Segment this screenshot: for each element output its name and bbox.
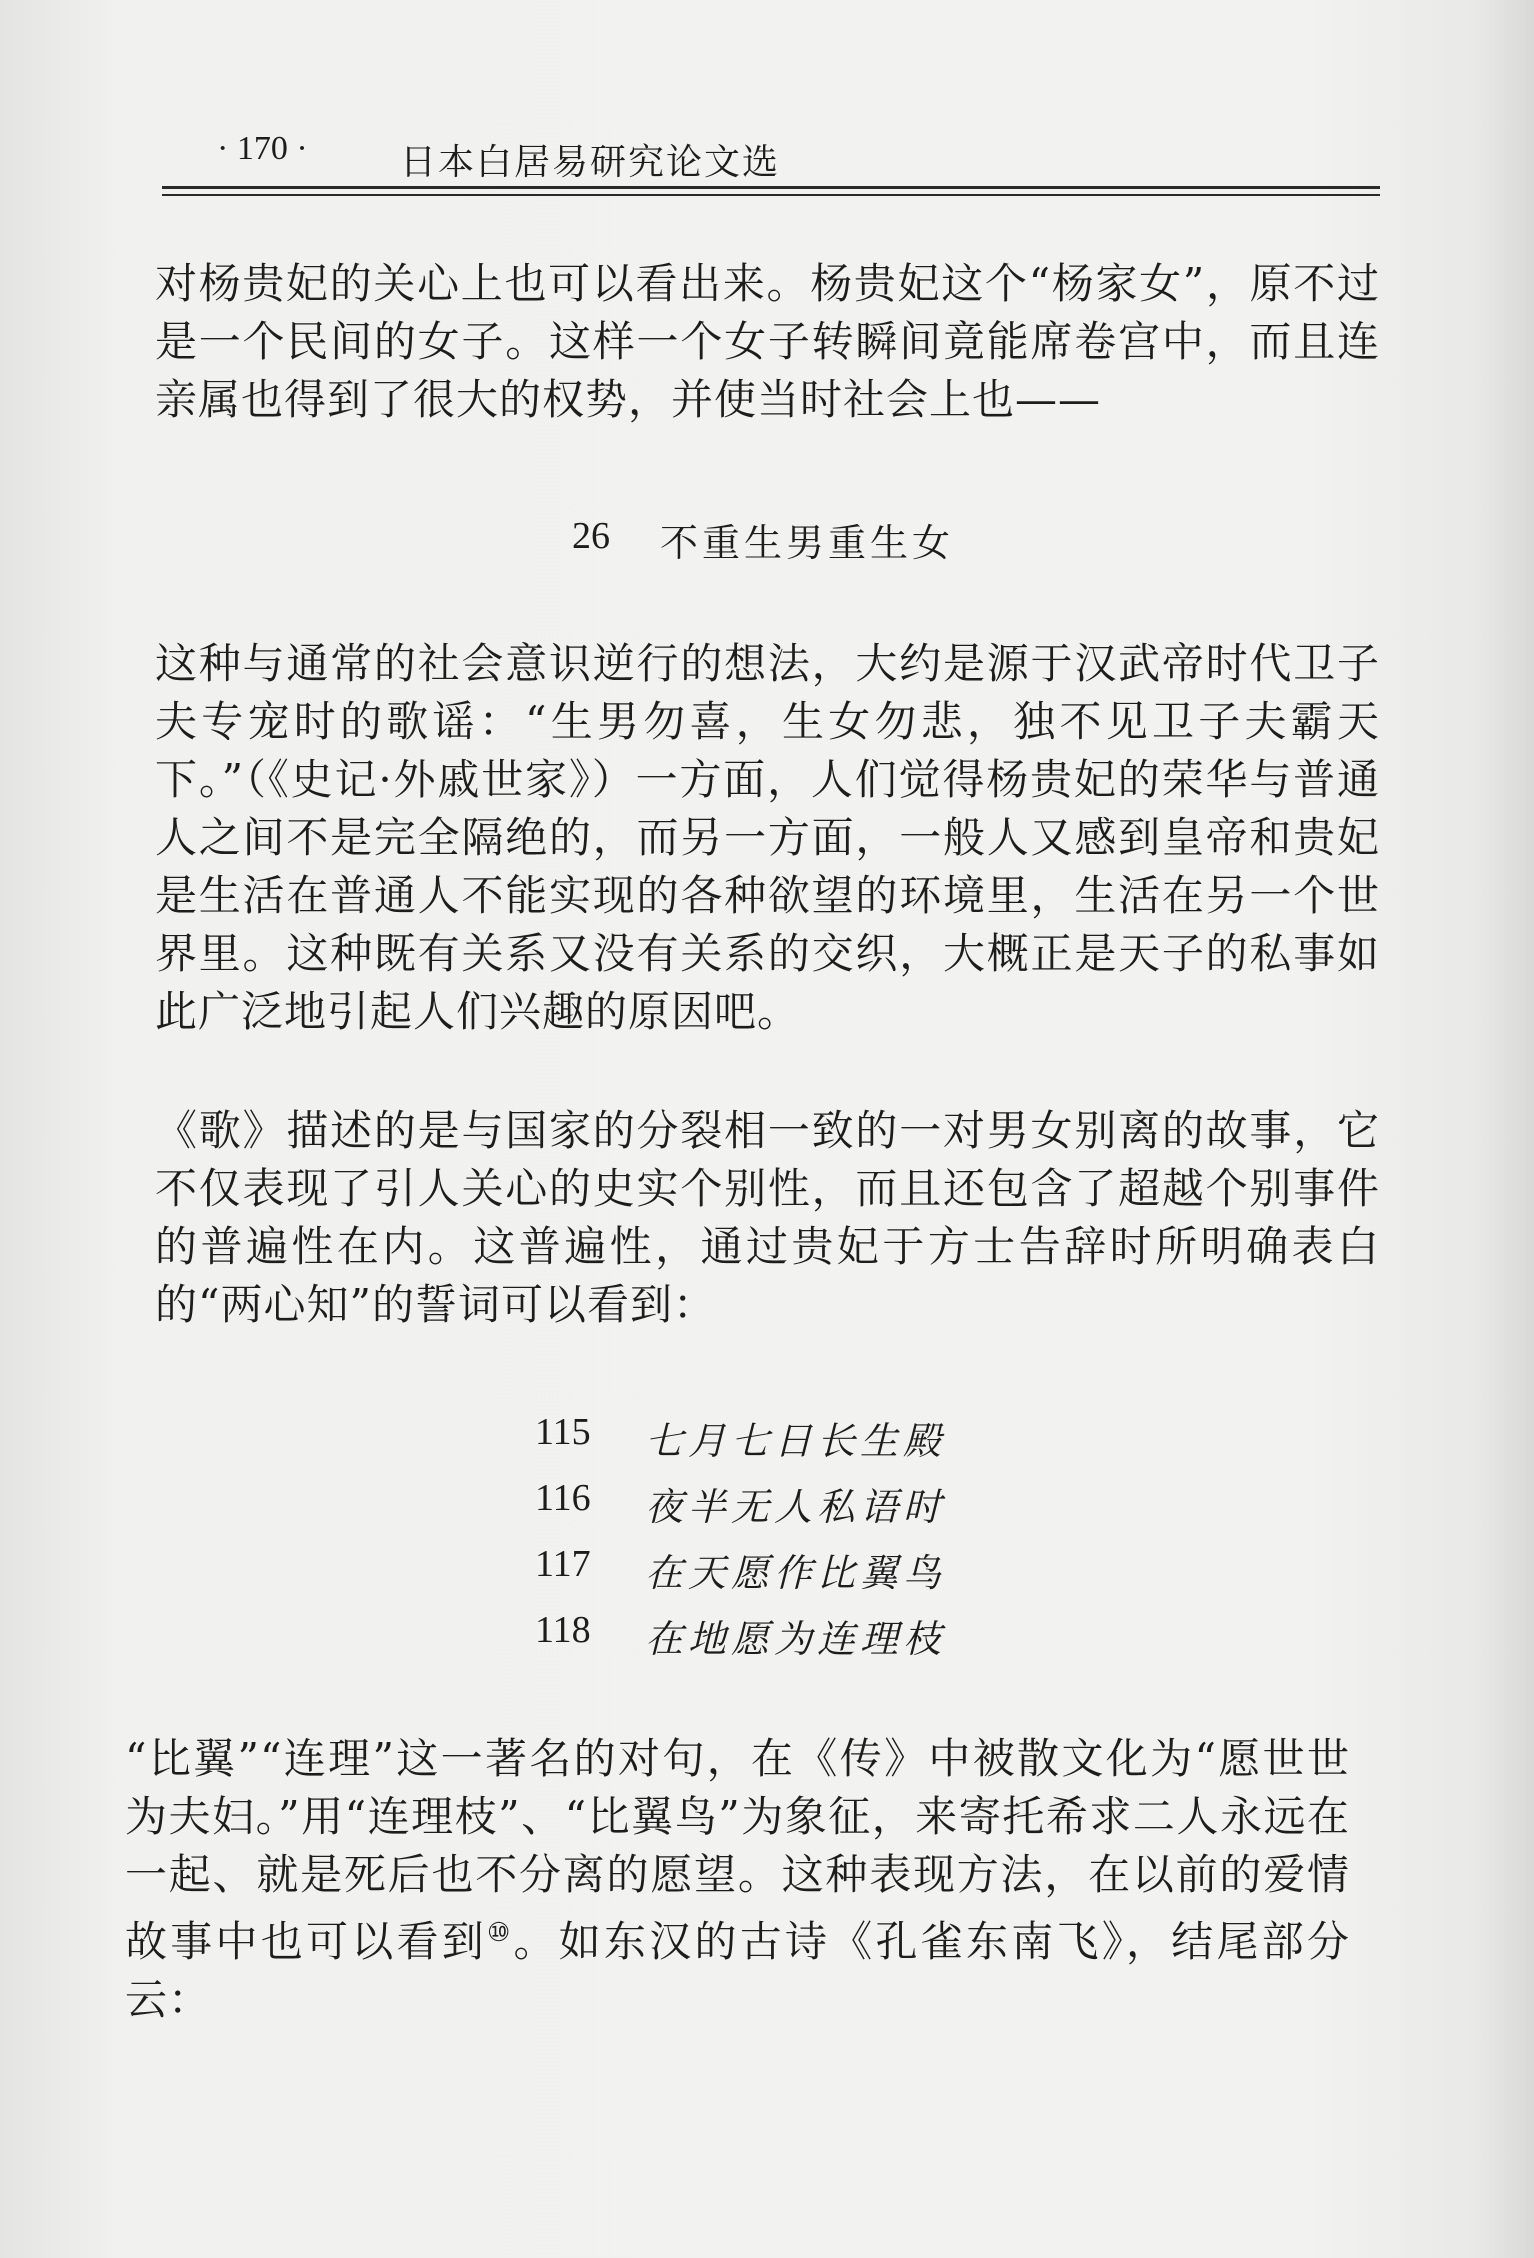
paragraph-3: 《歌》描述的是与国家的分裂相一致的一对男女别离的故事，它不仅表现了引人关心的史实个别性，而且还包含了超越个别事件的普遍性在内。这普遍性，通过贵妃于方士告辞时所明确表白的“两心知”的誓词可以看到：: [155, 1106, 1380, 1329]
verse-block: [0, 1410, 1534, 1674]
verse-number: 116: [535, 1477, 591, 1519]
verse-text: 七月七日长生殿: [645, 1419, 947, 1463]
quoted-line-number: 26: [572, 515, 610, 557]
verse-line: [0, 1608, 1534, 1674]
verse-number: 115: [535, 1411, 591, 1453]
quoted-line-text: 不重生男重生女: [660, 521, 955, 565]
page-edge-shadow: [1474, 0, 1534, 2258]
paragraph-2: 这种与通常的社会意识逆行的想法，大约是源于汉武帝时代卫子夫专宠时的歌谣：“生男勿喜，生女勿悲，独不见卫子夫霸天下。”（《史记·外戚世家》）一方面，人们觉得杨贵妃的荣华与普通人之间不是完全隔绝的，而另一方面，一般人又感到皇帝和贵妃是生活在普通人不能实现的各种欲望的环境里，生活在另一个世界里。这种既有关系又没有关系的交织，大概正是天子的私事如此广泛地引起人们兴趣的原因吧。: [155, 639, 1380, 1036]
verse-text: 在天愿作比翼鸟: [645, 1551, 947, 1595]
verse-number: 118: [535, 1609, 591, 1651]
running-title: 日本白居易研究论文选: [400, 142, 781, 183]
verse-text: 在地愿为连理枝: [645, 1617, 947, 1661]
verse-line: [0, 1542, 1534, 1608]
page-number: · 170 ·: [217, 130, 308, 167]
quoted-line-heading: [0, 508, 1534, 568]
verse-line: [0, 1410, 1534, 1476]
paragraph-1: 对杨贵妃的关心上也可以看出来。杨贵妃这个“杨家女”，原不过是一个民间的女子。这样一个女子转瞬间竟能席卷宫中，而且连亲属也得到了很大的权势，并使当时社会上也——: [155, 259, 1380, 424]
footnote-marker[interactable]: ⑩: [486, 1918, 514, 1948]
verse-text: 夜半无人私语时: [645, 1485, 947, 1529]
header-rule-thin: [162, 194, 1380, 196]
paragraph-4-text-b: 。如东汉的古诗《孔雀东南飞》，结尾部分云：: [125, 1917, 1350, 2024]
paragraph-4: [125, 1730, 1350, 2029]
verse-number: 117: [535, 1543, 591, 1585]
verse-line: [0, 1476, 1534, 1542]
paragraph-4-text-a: “比翼”“连理”这一著名的对句，在《传》中被散文化为“愿世世为夫妇。”用“连理枝”、“比翼鸟”为象征，来寄托希求二人永远在一起、就是死后也不分离的愿望。这种表现方法，在以前的爱情故事中也可以看到: [125, 1734, 1350, 1966]
page-header: [205, 120, 1375, 190]
header-rule-thick: [162, 186, 1380, 189]
